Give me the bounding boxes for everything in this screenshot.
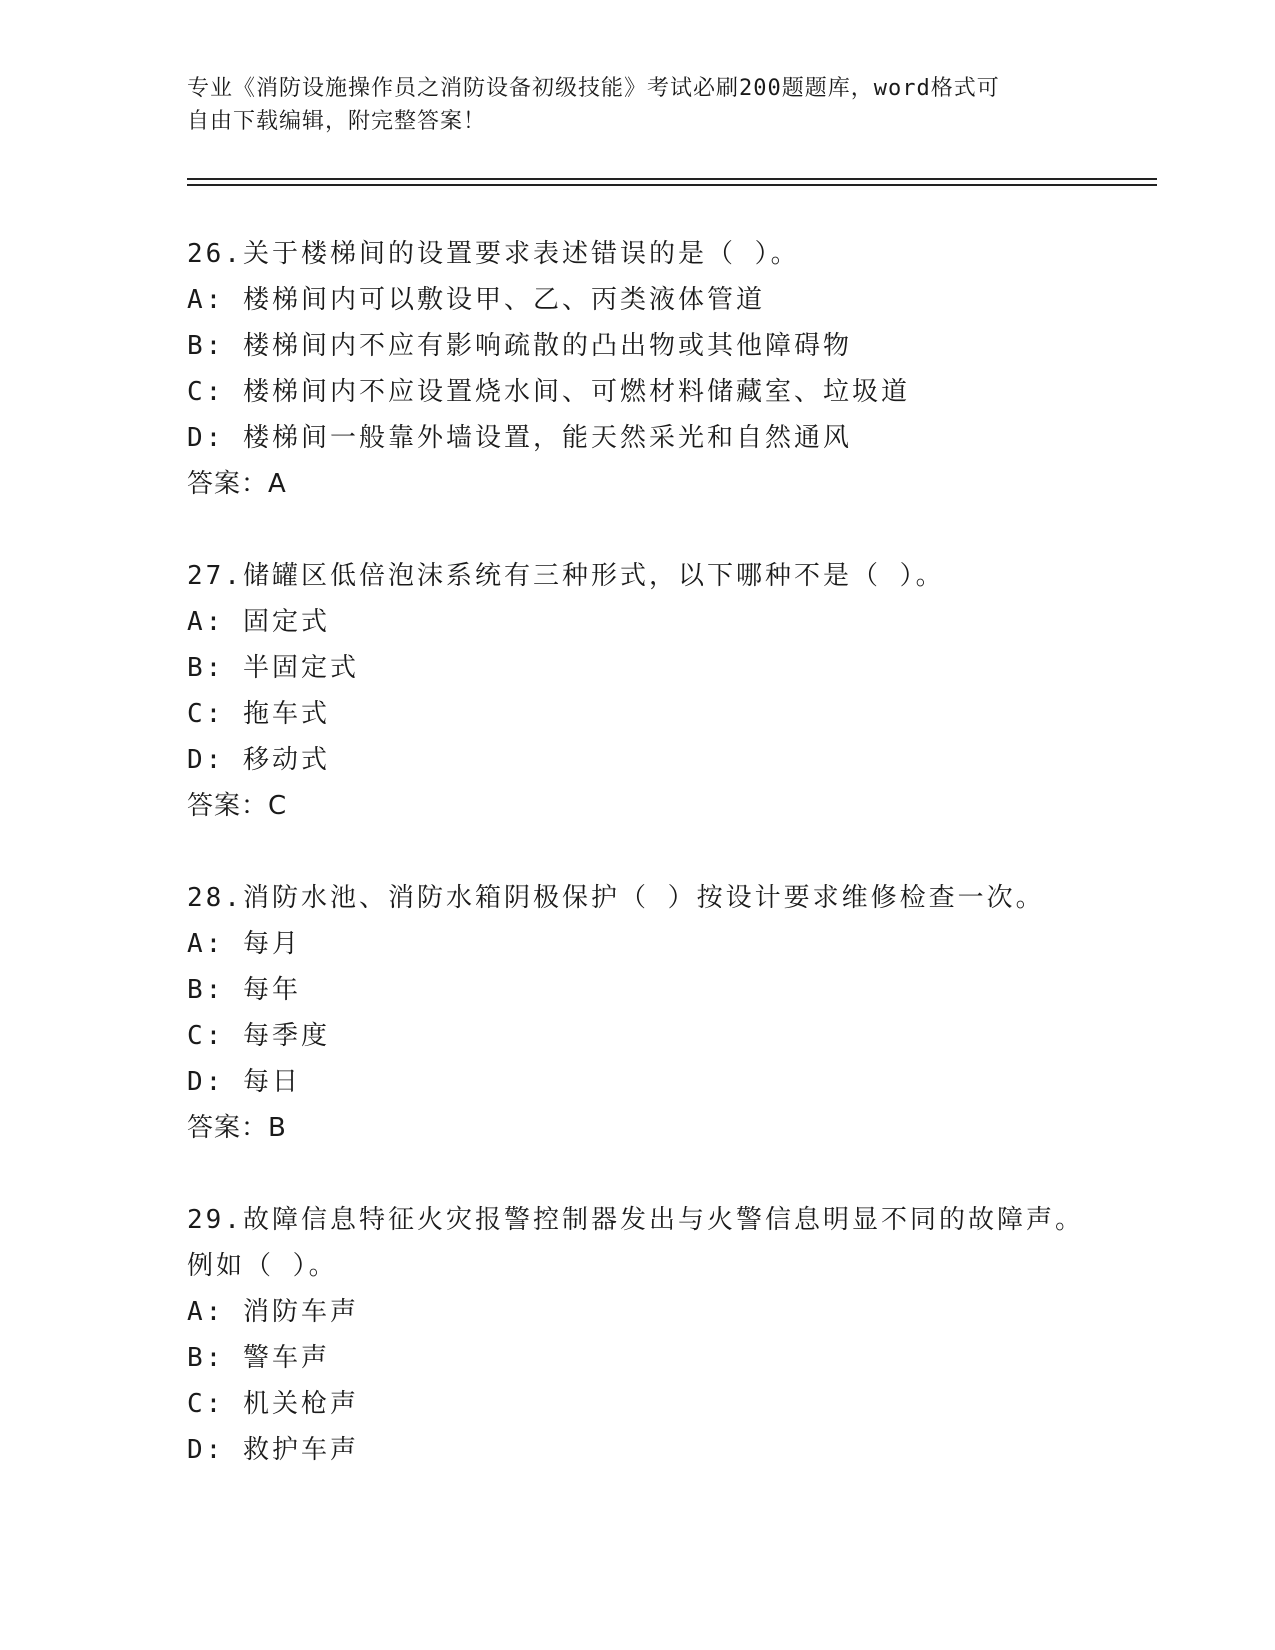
question-29: [187, 1197, 1087, 1473]
question-stem: 28.消防水池、消防水箱阴极保护（ ）按设计要求维修检查一次。: [187, 883, 1045, 913]
header-divider-top: [187, 178, 1157, 180]
header-divider-bottom: [187, 184, 1157, 186]
option-a: A: 楼梯间内可以敷设甲、乙、丙类液体管道: [187, 285, 765, 315]
option-a: A: 消防车声: [187, 1297, 359, 1327]
header-line-2: 自由下载编辑，附完整答案！: [187, 109, 487, 134]
option-c: C: 楼梯间内不应设置烧水间、可燃材料储藏室、垃圾道: [187, 377, 910, 407]
option-a: A: 固定式: [187, 607, 330, 637]
option-b: B: 半固定式: [187, 653, 359, 683]
answer-line: 答案：C: [187, 791, 288, 821]
question-26: [187, 231, 1087, 507]
option-b: B: 楼梯间内不应有影响疏散的凸出物或其他障碍物: [187, 331, 852, 361]
option-d: D: 每日: [187, 1067, 301, 1097]
header-line-1: 专业《消防设施操作员之消防设备初级技能》考试必刷200题题库，word格式可: [187, 76, 1000, 101]
option-b: B: 警车声: [187, 1343, 330, 1373]
answer-line: 答案：B: [187, 1113, 287, 1143]
question-28: [187, 875, 1087, 1151]
option-c: C: 机关枪声: [187, 1389, 359, 1419]
option-d: D: 楼梯间一般靠外墙设置，能天然采光和自然通风: [187, 423, 852, 453]
option-a: A: 每月: [187, 929, 301, 959]
document-header: [187, 72, 1067, 138]
question-stem: 27.储罐区低倍泡沫系统有三种形式，以下哪种不是（ ）。: [187, 561, 945, 591]
answer-line: 答案：A: [187, 469, 287, 499]
question-stem-continued: 例如（ ）。: [187, 1251, 338, 1281]
option-b: B: 每年: [187, 975, 301, 1005]
option-c: C: 每季度: [187, 1021, 330, 1051]
question-stem: 29.故障信息特征火灾报警控制器发出与火警信息明显不同的故障声。: [187, 1205, 1084, 1235]
option-d: D: 救护车声: [187, 1435, 359, 1465]
question-stem: 26.关于楼梯间的设置要求表述错误的是（ ）。: [187, 239, 800, 269]
option-c: C: 拖车式: [187, 699, 330, 729]
option-d: D: 移动式: [187, 745, 330, 775]
question-list: [187, 231, 1087, 1519]
question-27: [187, 553, 1087, 829]
